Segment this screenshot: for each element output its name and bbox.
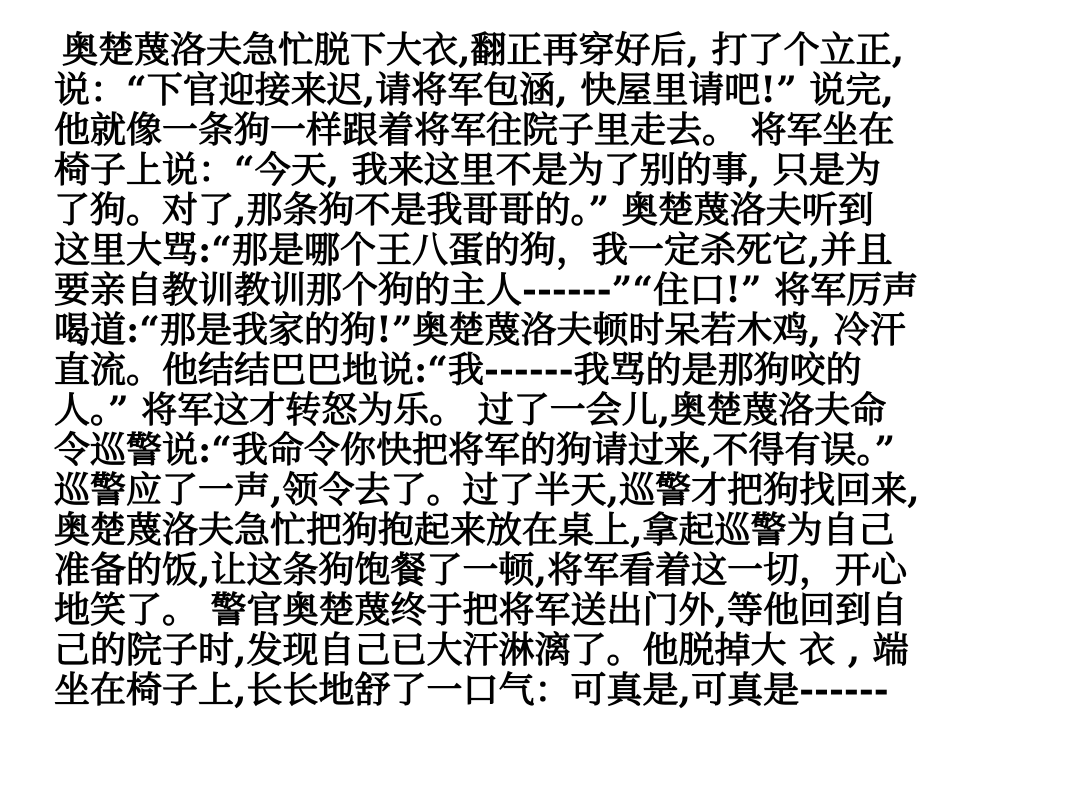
text-line: 说：“下官迎接来迟,请将军包涵, 快屋里请吧!” 说完, [54,70,894,110]
text-line: 人。” 将军这才转怒为乐。 过了一会儿,奥楚蔑洛夫命 [54,390,887,430]
text-line: 巡警应了一声,领令去了。过了半天,巡警才把狗找回来, [54,470,920,510]
text-line: 直流。他结结巴巴地说:“我------我骂的是那狗咬的 [54,350,862,390]
text-line: 坐在椅子上,长长地舒了一口气：可真是,可真是------ [54,670,889,710]
text-line: 了狗。对了,那条狗不是我哥哥的。” 奥楚蔑洛夫听到 [54,190,874,230]
text-line: 他就像一条狗一样跟着将军往院子里走去。 将军坐在 [54,110,895,150]
text-line: 己的院子时,发现自己已大汗淋漓了。他脱掉大 衣 , 端 [54,630,909,670]
text-line: 喝道:“那是我家的狗!”奥楚蔑洛夫顿时呆若木鸡, 冷汗 [54,310,906,350]
text-line: 令巡警说:“我命令你快把将军的狗请过来,不得有误。” [54,430,896,470]
text-line: 椅子上说：“今天, 我来这里不是为了别的事, 只是为 [54,150,881,190]
text-line: 地笑了。 警官奥楚蔑终于把将军送出门外,等他回到自 [54,590,908,630]
text-line: 奥楚蔑洛夫急忙脱下大衣,翻正再穿好后, 打了个立正, [62,30,905,70]
text-line: 奥楚蔑洛夫急忙把狗抱起来放在桌上,拿起巡警为自己 [54,510,895,550]
text-line: 要亲自教训教训那个狗的主人------”“住口!” 将军厉声 [54,270,919,310]
text-line: 准备的饭,让这条狗饱餐了一顿,将军看着这一切，开心 [54,550,908,590]
text-line: 这里大骂:“那是哪个王八蛋的狗，我一定杀死它,并且 [54,230,893,270]
story-text-block [54,30,1064,710]
